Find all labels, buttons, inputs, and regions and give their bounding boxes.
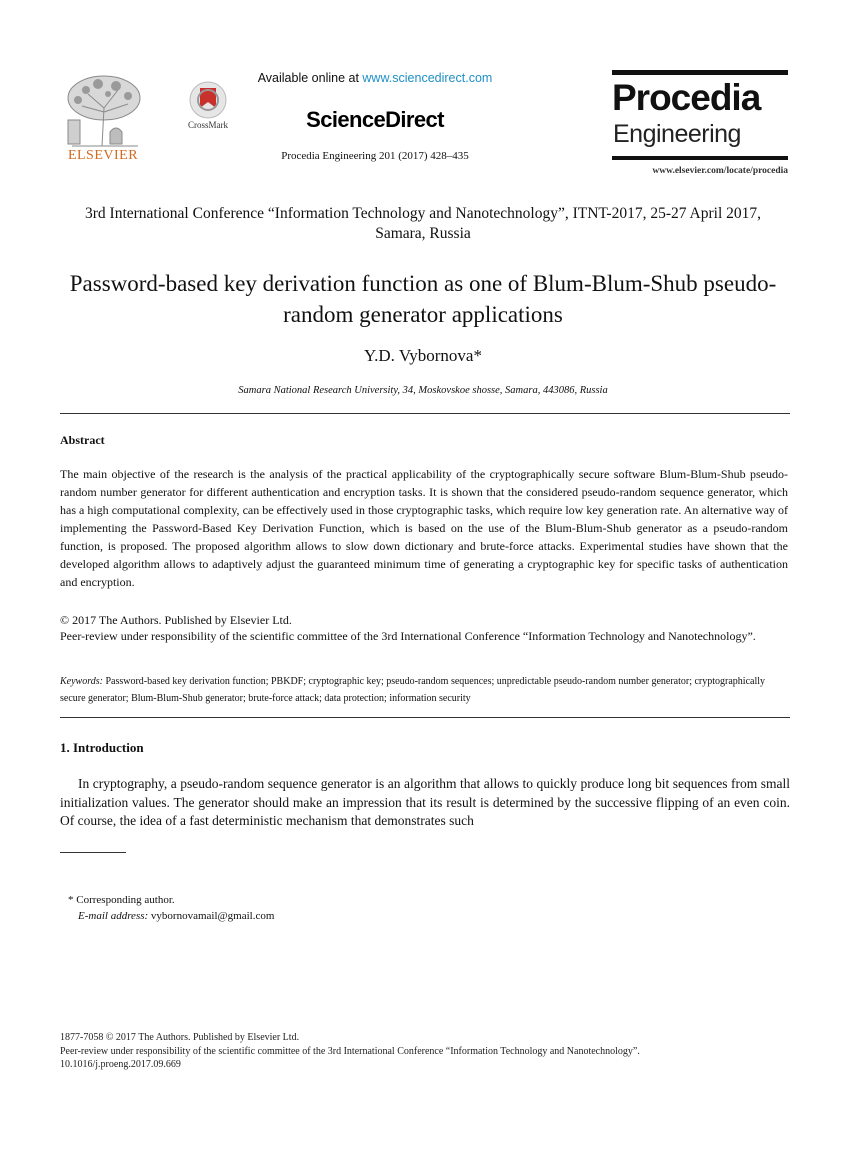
- copyright: © 2017 The Authors. Published by Elsevier Ltd.: [60, 613, 292, 627]
- elsevier-tree-icon: [58, 72, 146, 150]
- journal-subtitle: Engineering: [613, 120, 741, 148]
- section-body: In cryptography, a pseudo-random sequence generator is an algorithm that allows to quickly produce long bit sequences from small initialization values. The generator should make an impression that its result is determined by the successive flipping of an even coin. Of course, the idea of a fast deterministic mechanism that demonstrates such: [60, 776, 790, 828]
- available-online: [200, 71, 550, 85]
- divider: [60, 413, 790, 414]
- elsevier-wordmark: ELSEVIER: [67, 148, 139, 163]
- available-online-prefix: Available online at: [257, 71, 363, 85]
- author: Y.D. Vybornova*: [364, 346, 482, 365]
- keywords-text: Password-based key derivation function; PBKDF; cryptographic key; pseudo-random sequences; unpredictable pseudo-random number generator; cryptographically secure generator; Blum-Blum-Shub generator; brute-force attack; data protection; information security: [60, 676, 766, 704]
- crossmark-label: CrossMark: [188, 120, 228, 130]
- peer-review: Peer-review under responsibility of the scientific committee of the 3rd International Conference “Information Technology and Nanotechnology”.: [60, 629, 756, 643]
- affiliation: Samara National Research University, 34, Moskovskoe shosse, Samara, 443086, Russia: [238, 385, 608, 396]
- conference-line: 3rd International Conference “Information Technology and Nanotechnology”, ITNT-2017, 25-27 April 2017, Samara, Russia: [85, 205, 761, 242]
- journal-url[interactable]: www.elsevier.com/locate/procedia: [652, 166, 788, 176]
- masthead-top-rule: [612, 70, 788, 75]
- divider: [60, 717, 790, 718]
- section-heading: 1. Introduction: [60, 740, 144, 755]
- issn-line: 1877-7058 © 2017 The Authors. Published by Elsevier Ltd.: [60, 1032, 300, 1043]
- journal-reference: Procedia Engineering 201 (2017) 428–435: [281, 150, 469, 162]
- bottom-peer-review: Peer-review under responsibility of the scientific committee of the 3rd International Conference “Information Technology and Nanotechnology”.: [60, 1045, 640, 1057]
- paper-title: Password-based key derivation function as one of Blum-Blum-Shub pseudo-random generator applications: [69, 271, 777, 327]
- footnote-email: [78, 910, 274, 922]
- sciencedirect-link[interactable]: www.sciencedirect.com: [362, 71, 493, 85]
- keywords: [60, 673, 788, 707]
- email-label: E-mail address:: [78, 910, 149, 922]
- bottom-info: [60, 1031, 790, 1072]
- email-address[interactable]: vybornovamail@gmail.com: [148, 910, 275, 922]
- keywords-label: Keywords:: [60, 676, 103, 687]
- sciencedirect-wordmark: ScienceDirect: [306, 107, 444, 132]
- footnote-corresponding: * Corresponding author.: [68, 894, 175, 906]
- journal-title: Procedia: [612, 77, 761, 118]
- abstract-body: The main objective of the research is the analysis of the practical applicability of the cryptographically secure software Blum-Blum-Shub pseudo-random number generator for different authentication and encryption tasks. It is shown that the considered pseudo-random sequence generator, which has a high computational complexity, can be effectively used in those cryptographic tasks, which require low key generation rate. An alternative way of implementing the Password-Based Key Derivation Function, which is based on the use of the Blum-Blum-Shub generator as a pseudo-random function, is proposed. The proposed algorithm allows to slow down dictionary and brute-force attacks. Experimental studies have shown that the developed algorithm allows to adaptively adjust the guaranteed minimum time of generating a cryptographic key for specific tasks of authentication and encryption.: [60, 467, 788, 589]
- doi[interactable]: 10.1016/j.proeng.2017.09.669: [60, 1059, 181, 1070]
- footnote-rule: [60, 852, 126, 853]
- masthead-bottom-rule: [612, 156, 788, 160]
- abstract-heading: Abstract: [60, 433, 105, 447]
